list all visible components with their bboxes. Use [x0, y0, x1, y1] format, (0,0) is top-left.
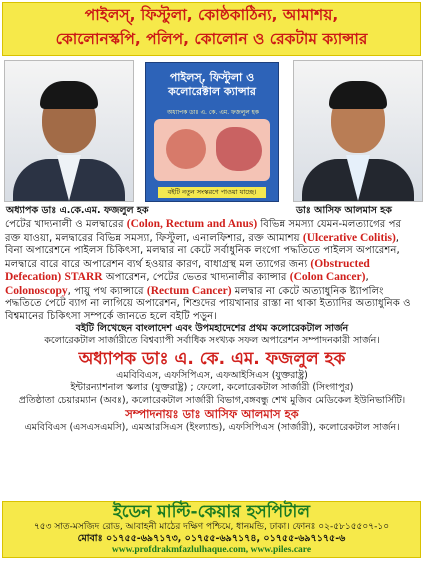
book-cover: [145, 62, 279, 202]
header-line-2: কোলোনস্কপি, পলিপ, কোলোন ও রেকটাম ক্যান্সার: [55, 30, 368, 48]
book-illustration: [154, 119, 270, 181]
editor-name: সম্পাদনায়ঃ ডাঃ আসিফ আলমাস হক: [125, 407, 299, 421]
footer-banner: [2, 501, 421, 558]
editor-degrees: এমবিবিএস (এসএসএমসি), এমআরসিএস (ইংল্যান্ড), এফসিপিএস (সার্জারী), কলোরেকটাল সার্জন।: [24, 422, 400, 433]
hospital-mobile: মোবাঃ ০১৭৫৫-৬৯৭১৭৩, ০১৭৫৫-৬৯৭১৭৪, ০১৭৫৫-৬৯৭১৭৫-৬: [77, 533, 346, 544]
book-banner: বইটি নতুন সংস্করণে পাওয়া যাচ্ছে।: [158, 187, 266, 198]
doctor-photo-left: [4, 60, 134, 202]
author-name: অধ্যাপক ডাঃ এ. কে. এম. ফজলুল হক: [78, 348, 346, 369]
author-fellowship: ইন্টারন্যাশনাল স্কলার (যুক্তরাষ্ট্র) ; ফেলো, কলোরেকটাল সার্জারী (সিংগাপুর): [70, 382, 354, 393]
header-banner: [2, 2, 421, 56]
book-title: পাইলস্‌, ফিস্টুলা ও কলোরেক্টাল ক্যান্সার: [168, 71, 256, 98]
website-links[interactable]: www.profdrakmfazlulhaque.com, www.piles.care: [111, 544, 312, 555]
author-degrees: এমবিবিএস, এফসিপিএস, এফআইসিএস (যুক্তরাষ্ট্র): [116, 369, 308, 381]
body-text: [5, 218, 419, 435]
author-intro: বইটি লিখেছেন বাংলাদেশ এবং উপমহাদেশের প্রথম কলোরেকটাল সার্জন: [75, 323, 349, 334]
caption-left: অধ্যাপক ডাঃ এ.কে.এম. ফজলুল হক: [6, 205, 149, 216]
hospital-address: ৭৫৩ সাত-মসজিদ রোড, আবাহনী মাঠের দক্ষিণ পশ্চিমে, ধানমন্ডি, ঢাকা। ফোনঃ ০২-৫৮১৫৫০৭-১০: [33, 522, 390, 532]
book-author: অধ্যাপক ডাঃ এ. কে. এম. ফজলুল হক: [167, 109, 259, 116]
intro-paragraph: পেটের খাদ্যনালী ও মলদ্বারের (Colon, Rectum and Anus) বিভিন্ন সমস্যা যেমন-মলত্যাগের পর রক্ত যাওয়া, মলদ্বারের বিভিন্ন সমস্যা, ফিস্টুলা, এনালফিশার, রক্ত আমাশয় (Ulcerative Colitis), বিনা অপারেশনে পাইলস চিকিৎসা, মলদ্বার না কেটে সর্বাধুনিক লংগো পদ্ধতিতে পাইলস অপারেশন, মলদ্বারে বারে বারে অপারেশন ব্যর্থ হওয়ার কারণ, বাধাগ্রস্থ মল ত্যাগের জন্য (Obstructed Defecation) STARR অপারেশন, পেটের ভেতর খাদ্যনালীর ক্যান্সার (Colon Cancer), Colonoscopy, পায়ু পথ ক্যান্সারে (Rectum Cancer) মলদ্বার না কেটে অত্যাধুনিক ষ্ট্যাপলিং পদ্ধতিতে পেটে ব্যাগ না লাগিয়ে অপারেশন, শিশুদের পায়খানার রাস্তা না থাকা ইত্যাদির অত্যাধুনিক ও বিশ্বমানের চিকিৎসা সম্পর্কে জানতে হলে বইটি পড়ুন।: [5, 218, 411, 322]
hospital-name: ইডেন মাল্টি-কেয়ার হসপিটাল: [112, 502, 311, 522]
author-achievement: কলোরেকটাল সার্জারীতে বিশ্বব্যাপী সর্বাধিক সংখ্যক সফল অপারেশন সম্পাদনকারী সার্জন।: [44, 335, 380, 346]
header-line-1: পাইলস্‌, ফিস্টুলা, কোষ্ঠকাঠিন্য, আমাশয়,: [84, 6, 339, 24]
doctor-photo-right: [293, 60, 423, 202]
caption-right: ডাঃ আসিফ আলমাস হক: [296, 205, 392, 216]
author-position: প্রতিষ্ঠাতা চেয়ারম্যান (অবঃ), কলোরেকটাল সার্জারী বিভাগ,বঙ্গবন্ধু শেখ মুজিব মেডিকেল ইউনিভার্সিটি।: [18, 394, 406, 406]
